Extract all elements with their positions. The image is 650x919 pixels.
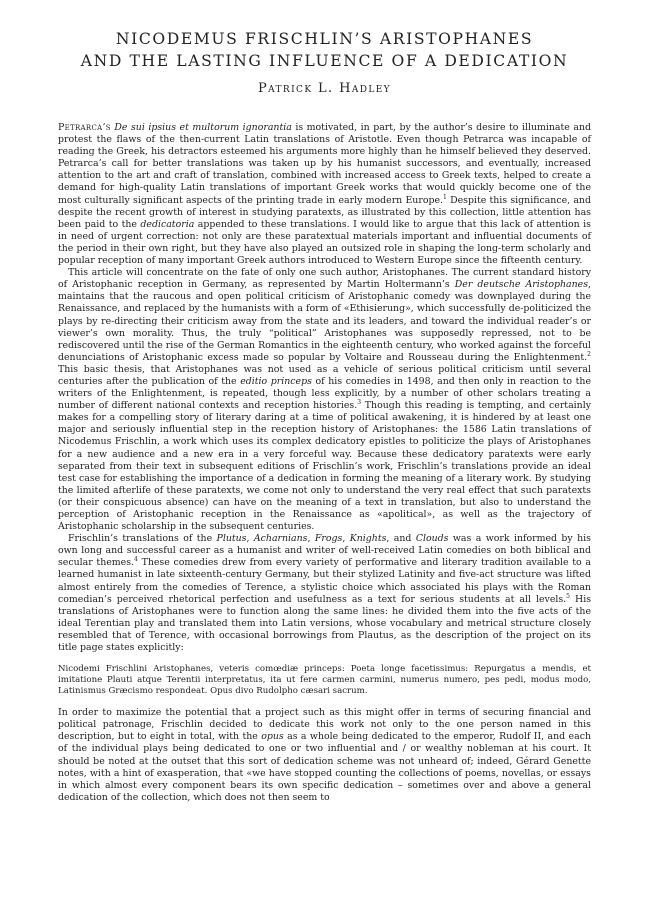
author-name: Patrick L. Hadley bbox=[257, 81, 392, 96]
footnote-ref-5[interactable]: 5 bbox=[566, 592, 570, 600]
p3-text-c: These comedies drew from every variety of performative and literary tradition available to a learned humanist in late sixteenth-century Germany, but their stylized Latinity and five-act structure was lifted almost entirely from the comedies of Terence, a stylistic choice which associated his plays with the Roman comedian’s perceived rhetorical perfection and usefulness as a text for serious students at all levels. bbox=[58, 557, 591, 605]
title-line-2: AND THE LASTING INFLUENCE OF A DEDICATION bbox=[80, 52, 569, 70]
play-plutus: Plutus bbox=[216, 533, 247, 545]
p2-text-c: This basic thesis, that Aristophanes was not used as a vehicle of serious political criticism until several centuries after the publication of the bbox=[58, 363, 591, 387]
separator: , bbox=[342, 533, 350, 545]
work-title: De sui ipsius et multorum ignorantia bbox=[114, 122, 292, 133]
p4-text-b: as a whole being dedicated to the emperor, Rudolf II, and each of the individual plays being dedicated to one or two influential and / or wealthy nobleman at his court. It should be noted at the outset that this sort of dedication scheme was not unheard of; indeed, Gérard Genette notes, with a hint of exasperation, that «we have stopped counting the collections of poems, novellas, or essays in which almost every component bears its own specific dedication – sometimes over and above a general dedication of the collection, which does not then seem to bbox=[58, 731, 591, 803]
separator: , bbox=[307, 533, 315, 545]
lead-word: Petrarca’s bbox=[58, 122, 111, 133]
block-quote: Nicodemi Frischlini Aristophanes, veteris comœdiæ princeps: Poeta longe facetissimus: Repurgatus a mendis, et imitatione Plauti atque Terentii interpretatus, ita ut fere carmen carmini, numerus numero, pes pedi, modus modo, Latinismus Græcismo respondeat. Opus divo Rudolpho cæsari sacrum. bbox=[58, 664, 591, 697]
p3-text-a: Frischlin’s translations of the bbox=[68, 533, 217, 545]
separator: , and bbox=[386, 533, 416, 545]
p2-text-a: This article will concentrate on the fate of only one such author, Aristophanes. The current standard history of Aristophanic reception in Germany, as represented by Martin Holtermann’s bbox=[58, 267, 591, 291]
footnote-ref-2[interactable]: 2 bbox=[587, 350, 591, 358]
footnote-ref-4[interactable]: 4 bbox=[134, 556, 138, 564]
p3-text-d: His translations of Aristophanes were to function along the same lines: he divided them into the five acts of the ideal Terentian play and translated them into Latin versions, whose vocabulary and metrical structure closely resembled that of Terence, with occasional borrowings from Plautus, as the description of the project on its title page states explicitly: bbox=[58, 593, 592, 654]
paragraph-1 bbox=[58, 122, 591, 267]
paragraph-2 bbox=[58, 267, 591, 533]
article-title bbox=[58, 28, 591, 72]
term-editio-princeps: editio princeps bbox=[240, 375, 312, 387]
play-knights: Knights bbox=[349, 533, 387, 545]
play-acharnians: Acharnians bbox=[253, 533, 308, 545]
p2-text-b: , maintains that the raucous and open political criticism of Aristophanic comedy was downplayed during the Renaissance, and replaced by the humanists with a form of «Ethisierung», which successfully de-politicized the plays by re-directing their criticism away from the state and its leaders, and toward the individual reader’s or viewer’s own morality. Thus, the truly “political” Aristophanes was supposedly repressed, not to be rediscovered until the rise of the German Romantics in the eighteenth century, who worked against the forceful denunciations of Aristophanic excess made so popular by Voltaire and Rousseau during the Enlightenment. bbox=[58, 279, 591, 363]
play-clouds: Clouds bbox=[415, 533, 449, 545]
p2-text-d: of his comedies in 1498, and then only in reaction to the writers of the Enlightenment, is repeated, though less explicitly, by a number of other scholars treating a number of different national contexts and reception histories. bbox=[58, 375, 591, 412]
p1-text-a: is motivated, in part, by the author’s desire to illuminate and protest the flaws of the then-current Latin translations of Aristotle. Even though Petrarca was incapable of reading the Greek, his detractors esteemed his arguments more highly than he himself believed they deserved. Petrarca’s call for better translations was taken up by his humanist successors, and eventually, increased attention to the art and craft of translation, combined with increased access to Greek texts, helped to create a demand for high-quality Latin translations of important Greek works that would quickly become one of the most culturally significant aspects of the printing trade in early modern Europe. bbox=[58, 122, 591, 206]
p1-text-b: Despite this significance, and despite the recent growth of interest in studying paratexts, as illustrated by this collection, little attention has been paid to the bbox=[58, 194, 591, 230]
paragraph-3 bbox=[58, 533, 591, 654]
term-dedicatoria: dedicatoria bbox=[140, 218, 195, 230]
title-line-1: NICODEMUS FRISCHLIN’S ARISTOPHANES bbox=[115, 30, 534, 48]
p4-text-a: In order to maximize the potential that a project such as this might offer in terms of securing financial and political patronage, Frischlin decided to dedicate this work not only to the one person named in this description, but to eight in total, with the bbox=[58, 707, 591, 743]
p3-text-b: was a work informed by his own long and successful career as a humanist and writer of well-received Latin comedies on both biblical and secular themes. bbox=[58, 533, 591, 569]
p2-text-e: Though this reading is tempting, and certainly makes for a compelling story of literary daring at a time of political awakening, it is hindered by at least one major and seriously influential step in the reception history of Aristophanes: the 1586 Latin translations of Nicodemus Frischlin, a work which uses its complex dedicatory epistles to politicize the plays of Aristophanes for a new audience and a new era in a very forceful way. Because these dedicatory paratexts were early separated from their text in subsequent editions of Frischlin’s work, Frischlin’s translations provide an ideal test case for establishing the importance of a dedication in forming the meaning of a literary work. By studying the limited afterlife of these paratexts, we come not only to understand the very real effect that such paratexts (or their conspicuous absence) can have on the meaning of a text in translation, but also to understand the perception of Aristophanic reception in the Renaissance as «apolitical», as well as the trajectory of Aristophanic scholarship in the subsequent centuries. bbox=[58, 400, 591, 533]
play-frogs: Frogs bbox=[314, 533, 343, 545]
p1-text-c: appended to these translations. I would like to argue that this lack of attention is in need of urgent correction: not only are these paratextual materials important and influential documents of the period in their own right, but they have also played an outsized role in shaping the long-term scholarly and popular reception of many important Greek authors introduced to Western Europe since the fifteenth century. bbox=[58, 218, 591, 267]
term-opus: opus bbox=[261, 731, 284, 743]
paragraph-4 bbox=[58, 707, 591, 804]
book-title: Der deutsche Aristophanes bbox=[454, 279, 589, 291]
article-body bbox=[58, 122, 591, 804]
separator: , bbox=[246, 533, 254, 545]
article-page bbox=[58, 28, 591, 804]
footnote-ref-3[interactable]: 3 bbox=[357, 399, 362, 407]
footnote-ref-1[interactable]: 1 bbox=[443, 193, 447, 201]
